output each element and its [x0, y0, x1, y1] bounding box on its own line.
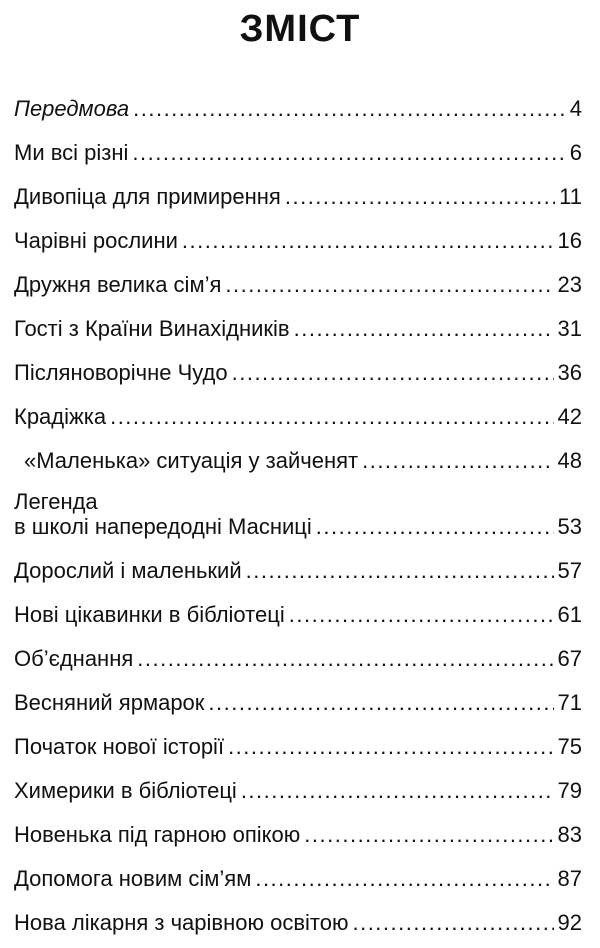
dot-leader: [285, 184, 555, 210]
dot-leader: [208, 690, 553, 716]
page-title: ЗМІСТ: [239, 8, 361, 50]
toc-entry-label: Дивопіца для примирення: [14, 184, 281, 209]
toc-entry-page: 23: [557, 272, 582, 297]
dot-leader: [110, 404, 553, 430]
toc-entry[interactable]: [14, 342, 582, 386]
toc-entry[interactable]: [14, 760, 582, 804]
dot-leader: [228, 734, 553, 760]
toc-entry-label: Ми всі різні: [14, 140, 129, 165]
toc-entry[interactable]: [14, 122, 582, 166]
toc-entry-label-line2: в школі напередодні Масниці: [14, 514, 312, 539]
toc-entry-page: 87: [557, 866, 582, 891]
toc-entry-page: 67: [557, 646, 582, 671]
toc-entry-page: 36: [557, 360, 582, 385]
toc-entry-label: Химерики в бібліотеці: [14, 778, 237, 803]
toc-entry[interactable]: [14, 848, 582, 892]
dot-leader: [133, 96, 566, 122]
table-of-contents: [14, 78, 582, 936]
toc-entry-page: 61: [557, 602, 582, 627]
toc-entry-page: 75: [557, 734, 582, 759]
toc-entry[interactable]: [14, 210, 582, 254]
toc-entry-label: Початок нової історії: [14, 734, 225, 759]
toc-entry[interactable]: [14, 254, 582, 298]
dot-leader: [246, 558, 554, 584]
toc-entry-page: 57: [557, 558, 582, 583]
dot-leader: [225, 272, 553, 298]
toc-entry-page: 92: [557, 910, 582, 935]
toc-entry-page: 11: [559, 184, 582, 209]
dot-leader: [182, 228, 554, 254]
dot-leader: [232, 360, 554, 386]
toc-entry-page: 83: [557, 822, 582, 847]
dot-leader: [304, 822, 553, 848]
toc-entry[interactable]: [14, 628, 582, 672]
toc-entry[interactable]: [14, 474, 582, 540]
toc-entry-label: Передмова: [14, 96, 130, 121]
toc-entry-page: 79: [557, 778, 582, 803]
toc-entry-label: Новенька під гарною опікою: [14, 822, 301, 847]
toc-entry[interactable]: [14, 716, 582, 760]
toc-entry-page: 6: [569, 140, 582, 165]
toc-entry-label: Допомога новим сім’ям: [14, 866, 252, 891]
toc-entry[interactable]: [14, 430, 582, 474]
toc-entry-label: Чарівні рослини: [14, 228, 178, 253]
toc-entry[interactable]: [14, 386, 582, 430]
toc-entry-page: 4: [569, 96, 582, 121]
toc-entry[interactable]: [14, 672, 582, 716]
toc-entry-label: Дружня велика сім’я: [14, 272, 222, 297]
toc-entry-label: Крадіжка: [14, 404, 107, 429]
toc-entry-label: Гості з Країни Винахідників: [14, 316, 290, 341]
toc-entry-page: 31: [557, 316, 582, 341]
toc-entry-label: Післяноворічне Чудо: [14, 360, 228, 385]
dot-leader: [289, 602, 554, 628]
dot-leader: [352, 910, 553, 936]
toc-entry-page: 48: [557, 448, 582, 473]
toc-entry-page: 16: [557, 228, 582, 253]
toc-entry-label: Нова лікарня з чарівною освітою: [14, 910, 349, 935]
dot-leader: [362, 448, 553, 474]
dot-leader: [316, 514, 554, 540]
toc-entry[interactable]: [14, 584, 582, 628]
toc-entry[interactable]: [14, 166, 582, 210]
toc-entry[interactable]: [14, 892, 582, 936]
toc-entry[interactable]: [14, 78, 582, 122]
dot-leader: [255, 866, 553, 892]
toc-entry[interactable]: [14, 540, 582, 584]
dot-leader: [241, 778, 554, 804]
dot-leader: [137, 646, 553, 672]
dot-leader: [132, 140, 565, 166]
toc-entry-page: 42: [557, 404, 582, 429]
toc-entry-label: Весняний ярмарок: [14, 690, 205, 715]
toc-entry-label: «Маленька» ситуація у зайченят: [24, 448, 359, 473]
toc-entry[interactable]: [14, 804, 582, 848]
toc-entry-label: Дорослий і маленький: [14, 558, 242, 583]
toc-entry-page: 53: [557, 514, 582, 539]
toc-entry-label: Об’єднання: [14, 646, 134, 671]
toc-entry-label-line1: Легенда: [14, 489, 98, 514]
toc-entry-label: Нові цікавинки в бібліотеці: [14, 602, 285, 627]
toc-entry-page: 71: [557, 690, 582, 715]
toc-entry[interactable]: [14, 298, 582, 342]
dot-leader: [294, 316, 554, 342]
